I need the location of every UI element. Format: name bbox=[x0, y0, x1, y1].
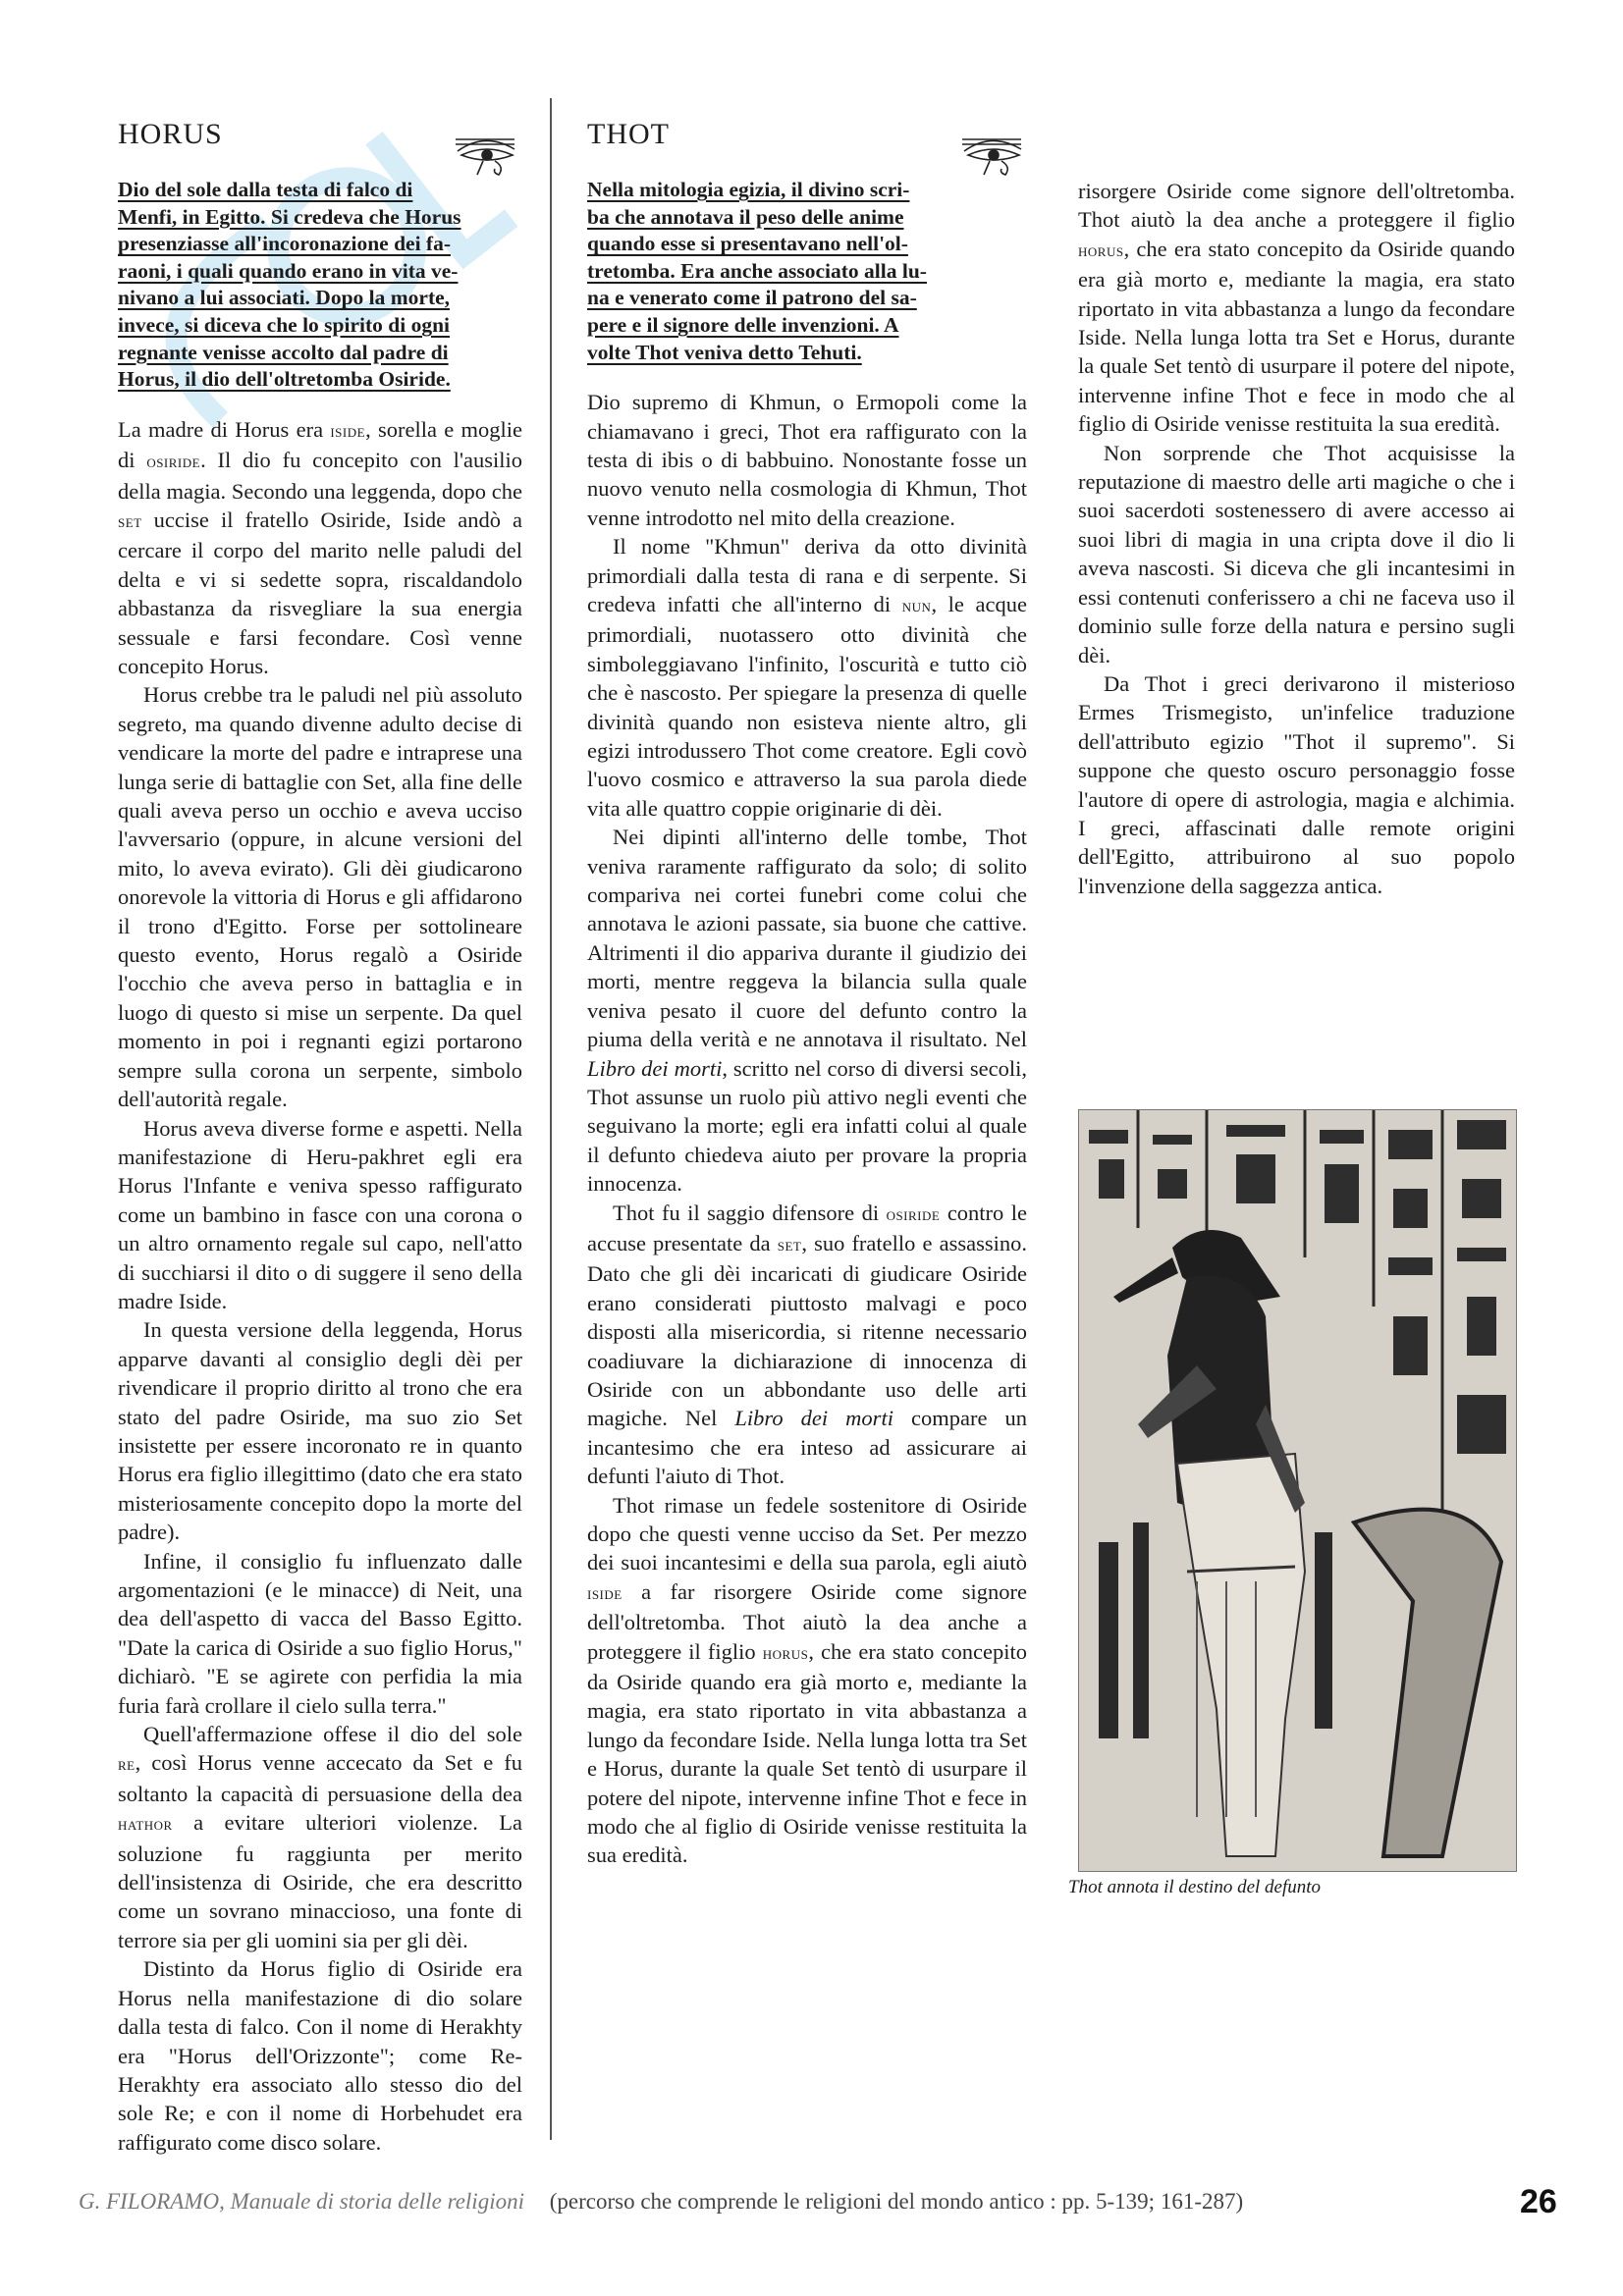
page-number: 26 bbox=[1520, 2183, 1557, 2220]
thot-scribe-image bbox=[1079, 1110, 1516, 1871]
horus-lead-line: presenziasse all'incoronazione dei fa- bbox=[118, 232, 452, 256]
horus-paragraph: Infine, il consiglio fu influenzato dalle argomentazioni (e le minacce) di Neit, una dea dell'aspetto di vacca del Basso Egitto. "Date la carica di Osiride a suo figlio Horus," dichiarò. "E se agirete con perfidia la mia furia farà crollare il cielo sulla terra." bbox=[118, 1548, 522, 1718]
footer-course-note: (percorso che comprende le religioni del mondo antico : pp. 5-139; 161-287) bbox=[549, 2189, 1244, 2214]
horus-lead-line: invece, si diceva che lo spirito di ogni bbox=[118, 312, 451, 337]
column-divider bbox=[550, 98, 552, 2140]
thot-paragraph: Dio supremo di Khmun, o Ermopoli come la chiamavano i greci, Thot era raffigurato con la testa di ibis o di babbuino. Nonostante fosse un nuovo venuto nella cosmologia di Khmun, Thot venne introdotto nel mito della creazione. bbox=[587, 390, 1027, 530]
thot-paragraph: Il nome "Khmun" deriva da otto divinità primordiali dalla testa di rana e di serpente. Si credeva infatti che all'interno di nun, le acque primordiali, nuotassero otto divinità che simboleggiavano l'infinito, l'oscurità e tutto ciò che è nascosto. Per spiegare la presenza di quelle divinità quando non esisteva niente altro, gli egizi introdussero Thot come creatore. Egli covò l'uovo cosmico e attraverso la sua parola diede vita alle quattro coppie originarie di dèi. bbox=[587, 534, 1027, 821]
horus-lead-line: Dio del sole dalla testa di falco di bbox=[118, 178, 413, 201]
thot-lead-line: tretomba. Era anche associato alla lu- bbox=[587, 258, 927, 283]
eye-of-horus-icon bbox=[958, 132, 1027, 177]
horus-lead-line: nivano a lui associati. Dopo la morte, bbox=[118, 286, 451, 310]
thot-lead-line: pere e il signore delle invenzioni. A bbox=[587, 312, 899, 337]
thot-lead-line: volte Thot veniva detto Tehuti. bbox=[587, 340, 862, 364]
horus-paragraph: La madre di Horus era iside, sorella e moglie di osiride. Il dio fu concepito con l'ausilio della magia. Secondo una leggenda, dopo che set uccise il fratello Osiride, Iside andò a cercare il corpo del marito nelle paludi del delta e vi si sedette sopra, riscaldandolo abbastanza da risvegliare la sua energia sessuale e farsi fecondare. Così venne concepito Horus. bbox=[118, 416, 522, 678]
thot-paragraph-continued: risorgere Osiride come signore dell'oltretomba. Thot aiutò la dea anche a proteggere il figlio horus, che era stato concepito da Osiride quando era già morto e, mediante la magia, era stato riportato in vita abbastanza a lungo da fecondare Iside. Nella lunga lotta tra Set e Horus, durante la quale Set tentò di usurpare il potere del nipote, intervenne infine Thot e fece in modo che al figlio di Osiride venisse restituita la sua eredità. bbox=[1078, 179, 1515, 437]
thot-paragraph: Nei dipinti all'interno delle tombe, Thot veniva raramente raffigurato da solo; di solito compariva nei cortei funebri come colui che annotava le azioni passate, sia buone che cattive. Altrimenti il dio appariva durante il giudizio dei morti, mentre reggeva la bilancia sulla quale veniva pesato il cuore del defunto contro la piuma della verità e ne annotava il risultato. Nel Libro dei morti, scritto nel corso di diversi secoli, Thot assunse un ruolo più attivo negli eventi che seguivano la morte; egli era infatti colui al quale il defunto chiedeva aiuto per provare la propria innocenza. bbox=[587, 825, 1027, 1197]
horus-paragraph: In questa versione della leggenda, Horus apparve davanti al consiglio degli dèi per rivendicare il proprio diritto al trono che era stato del padre Osiride, ma suo zio Set insistette per essere incoronato re in quanto Horus era figlio illegittimo (dato che era stato misteriosamente concepito dopo la morte del padre). bbox=[118, 1317, 522, 1545]
horus-title: HORUS bbox=[118, 117, 223, 150]
thot-paragraph: Thot fu il saggio difensore di osiride contro le accuse presentate da set, suo fratello e assassino. Dato che gli dèi incaricati di giudicare Osiride erano considerati piuttosto malvagi e poco disposti alla misericordia, si ritenne necessario coadiuvare la dichiarazione di innocenza di Osiride con un abbondante uso delle arti magiche. Nel Libro dei morti compare un incantesimo che era inteso ad assicurare ai defunti l'aiuto di Thot. bbox=[587, 1200, 1028, 1489]
eye-of-horus-icon bbox=[452, 132, 520, 177]
horus-paragraph: Horus crebbe tra le paludi nel più assoluto segreto, ma quando divenne adulto decise di vendicare la morte del padre e intraprese una lunga serie di battaglie con Set, alla fine delle quali aveva perso un occhio e aveva ucciso l'avversario (oppure, in alcune versioni del mito, lo aveva evirato). Gli dèi giudicarono onorevole la vittoria di Horus e gli affidarono il trono d'Egitto. Forse per sottolineare questo evento, Horus regalò a Osiride l'occhio che aveva perso in battaglia e in luogo di questo si mise un serpente. Da quel momento in poi i regnanti egizi portarono sempre sulla corona un serpente, simbolo dell'autorità regale. bbox=[118, 682, 522, 1112]
thot-title: THOT bbox=[587, 117, 670, 150]
thot-lead-line: ba che annotava il peso delle anime bbox=[587, 204, 904, 229]
footer-reference: G. FILORAMO, Manuale di storia delle religioni bbox=[79, 2189, 524, 2214]
thot-column bbox=[587, 117, 1028, 1868]
thot-continuation-column bbox=[1078, 177, 1515, 900]
thot-paragraph: Da Thot i greci derivarono il misterioso Ermes Trismegisto, un'infelice traduzione dell'attributo egizio "Thot il supremo". Si suppone che questo oscuro personaggio fosse l'autore di opere di astrologia, magia e alchimia. I greci, affascinati dalle remote origini dell'Egitto, attribuirono al suo popolo l'invenzione della saggezza antica. bbox=[1078, 670, 1515, 898]
horus-lead bbox=[118, 177, 522, 394]
thot-lead-line: quando esse si presentavano nell'ol- bbox=[587, 232, 908, 256]
horus-paragraph: Distinto da Horus figlio di Osiride era Horus nella manifestazione di dio solare dalla testa di falco. Con il nome di Herakhty era "Horus dell'Orizzonte"; come Re-Herakhty era associato allo stesso dio del sole Re; e con il nome di Horbehudet era raffigurato come disco solare. bbox=[118, 1956, 522, 2155]
page-footer bbox=[79, 2189, 1551, 2215]
thot-paragraph: Non sorprende che Thot acquisisse la reputazione di maestro delle arti magiche o che i suoi sacerdoti sostenessero di avere accesso ai suoi libri di magia in una cripta dove il dio li aveva nascosti. Si diceva che gli incantesimi in essi contenuti conferissero a chi ne faceva uso il dominio sulle forze della natura e persino sugli dèi. bbox=[1078, 440, 1515, 667]
horus-lead-line: Menfi, in Egitto. Si credeva che Horus bbox=[118, 204, 461, 229]
horus-paragraph: Horus aveva diverse forme e aspetti. Nella manifestazione di Heru-pakhret egli era Horus l'Infante e veniva spesso raffigurato come un bambino in fasce con una corona o un altro ornamento regale sul capo, nell'atto di succhiarsi il dito o di suggere il seno della madre Iside. bbox=[118, 1115, 522, 1313]
figure-caption: Thot annota il destino del defunto bbox=[1068, 1877, 1322, 1897]
thot-lead bbox=[587, 177, 1027, 366]
horus-lead-line: Horus, il dio dell'oltretomba Osiride. bbox=[118, 367, 451, 392]
horus-paragraph: Quell'affermazione offese il dio del sole re, così Horus venne accecato da Set e fu soltanto la capacità di persuasione della dea hathor a evitare ulteriori violenze. La soluzione fu raggiunta per merito dell'insistenza di Osiride, che era descritto come un sovrano minaccioso, una fonte di terrore sia per gli uomini sia per gli dèi. bbox=[118, 1722, 522, 1952]
horus-column bbox=[118, 118, 522, 2157]
thot-illustration bbox=[1078, 1109, 1517, 1872]
thot-lead-line: Nella mitologia egizia, il divino scri- bbox=[587, 178, 910, 201]
thot-paragraph: Thot rimase un fedele sostenitore di Osiride dopo che questi venne ucciso da Set. Per mezzo dei suoi incantesimi e della sua parola, egli aiutò iside a far risorgere Osiride come signore dell'oltretomba. Thot aiutò la dea anche a proteggere il figlio horus, che era stato concepito da Osiride quando era già morto e, mediante la magia, era stato riportato in vita abbastanza a lungo da fecondare Iside. Nella lunga lotta tra Set e Horus, durante la quale Set tentò di usurpare il potere del nipote, intervenne infine Thot e fece in modo che al figlio di Osiride venisse restituita la sua eredità. bbox=[587, 1492, 1027, 1868]
horus-lead-line: raoni, i quali quando erano in vita ve- bbox=[118, 258, 459, 283]
thot-lead-line: na e venerato come il patrono del sa- bbox=[587, 286, 917, 310]
horus-lead-line: regnante venisse accolto dal padre di bbox=[118, 340, 449, 364]
